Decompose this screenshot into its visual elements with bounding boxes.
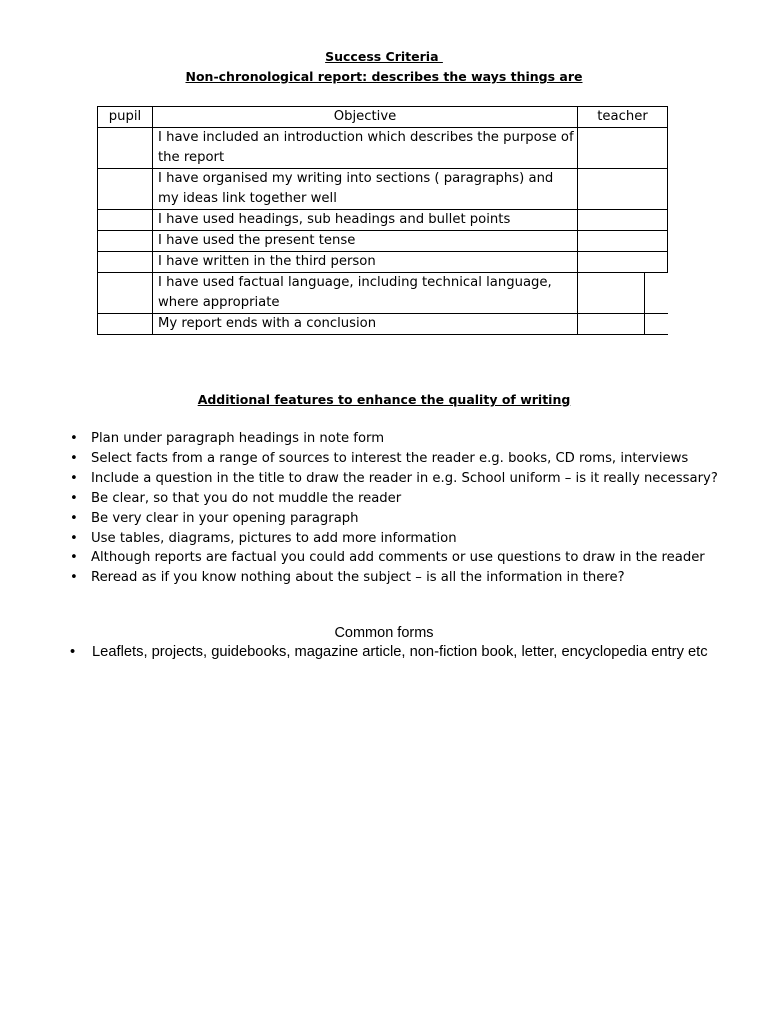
- pupil-check-cell[interactable]: [98, 169, 153, 210]
- table-row: [98, 210, 668, 231]
- bullet-icon: •: [70, 644, 76, 660]
- list-item: [70, 509, 720, 529]
- list-item-text: Be very clear in your opening paragraph: [91, 510, 359, 526]
- pupil-check-cell[interactable]: [98, 252, 153, 273]
- bullet-icon: •: [70, 570, 78, 586]
- bullet-icon: •: [70, 450, 78, 466]
- document-title: Success Criteria: [325, 49, 443, 64]
- list-item-text: Although reports are factual you could add comments or use questions to draw in the reader: [91, 550, 705, 566]
- list-item: [70, 643, 720, 661]
- column-header-objective: Objective: [153, 107, 578, 128]
- teacher-check-cell[interactable]: [578, 231, 668, 252]
- list-item-text: Be clear, so that you do not muddle the reader: [91, 490, 402, 506]
- success-criteria-table: [97, 106, 668, 335]
- objective-cell: I have included an introduction which describes the purpose of the report: [153, 128, 578, 169]
- common-forms-heading: Common forms: [334, 625, 434, 641]
- list-item-text: Use tables, diagrams, pictures to add more information: [91, 530, 457, 546]
- pupil-check-cell[interactable]: [98, 210, 153, 231]
- list-item-text: Include a question in the title to draw the reader in e.g. School uniform – is it really necessary?: [91, 470, 718, 486]
- table-header-row: [98, 107, 668, 128]
- features-heading: Additional features to enhance the quality of writing: [197, 392, 571, 407]
- objective-cell: I have used headings, sub headings and bullet points: [153, 210, 578, 231]
- column-header-teacher: teacher: [578, 107, 668, 128]
- objective-cell: My report ends with a conclusion: [153, 314, 578, 335]
- bullet-icon: •: [70, 431, 78, 446]
- list-item: [70, 429, 720, 449]
- teacher-check-cell[interactable]: [578, 169, 668, 210]
- list-item-text: Leaflets, projects, guidebooks, magazine article, non-fiction book, letter, encyclopedia entry etc: [92, 644, 708, 660]
- list-item: [70, 568, 720, 588]
- teacher-check-cell[interactable]: [578, 273, 668, 314]
- pupil-check-cell[interactable]: [98, 314, 153, 335]
- bullet-icon: •: [70, 510, 78, 526]
- table-row: [98, 273, 668, 314]
- pupil-check-cell[interactable]: [98, 128, 153, 169]
- common-forms-list: [70, 643, 720, 661]
- list-item: [70, 489, 720, 509]
- list-item: [70, 469, 720, 489]
- teacher-check-cell[interactable]: [578, 314, 668, 335]
- teacher-check-cell[interactable]: [578, 128, 668, 169]
- table-row: [98, 231, 668, 252]
- list-item: [70, 548, 720, 568]
- objective-cell: I have used the present tense: [153, 231, 578, 252]
- bullet-icon: •: [70, 470, 78, 486]
- objective-cell: I have written in the third person: [153, 252, 578, 273]
- table-row: [98, 169, 668, 210]
- list-item: [70, 449, 720, 469]
- column-header-pupil: pupil: [98, 107, 153, 128]
- objective-cell: I have used factual language, including technical language, where appropriate: [153, 273, 578, 314]
- features-list: [70, 429, 720, 588]
- table-row: [98, 128, 668, 169]
- list-item: [70, 529, 720, 549]
- objective-cell: I have organised my writing into sections ( paragraphs) and my ideas link together well: [153, 169, 578, 210]
- list-item-text: Reread as if you know nothing about the subject – is all the information in there?: [91, 570, 625, 586]
- bullet-icon: •: [70, 490, 78, 506]
- bullet-icon: •: [70, 550, 78, 566]
- teacher-check-cell[interactable]: [578, 252, 668, 273]
- list-item-text: Select facts from a range of sources to interest the reader e.g. books, CD roms, interviews: [91, 450, 689, 466]
- table-row: [98, 252, 668, 273]
- list-item-text: Plan under paragraph headings in note form: [91, 431, 385, 446]
- teacher-check-cell[interactable]: [578, 210, 668, 231]
- pupil-check-cell[interactable]: [98, 273, 153, 314]
- table-row: [98, 314, 668, 335]
- document-subtitle: Non-chronological report: describes the ways things are: [185, 69, 583, 84]
- pupil-check-cell[interactable]: [98, 231, 153, 252]
- bullet-icon: •: [70, 530, 78, 546]
